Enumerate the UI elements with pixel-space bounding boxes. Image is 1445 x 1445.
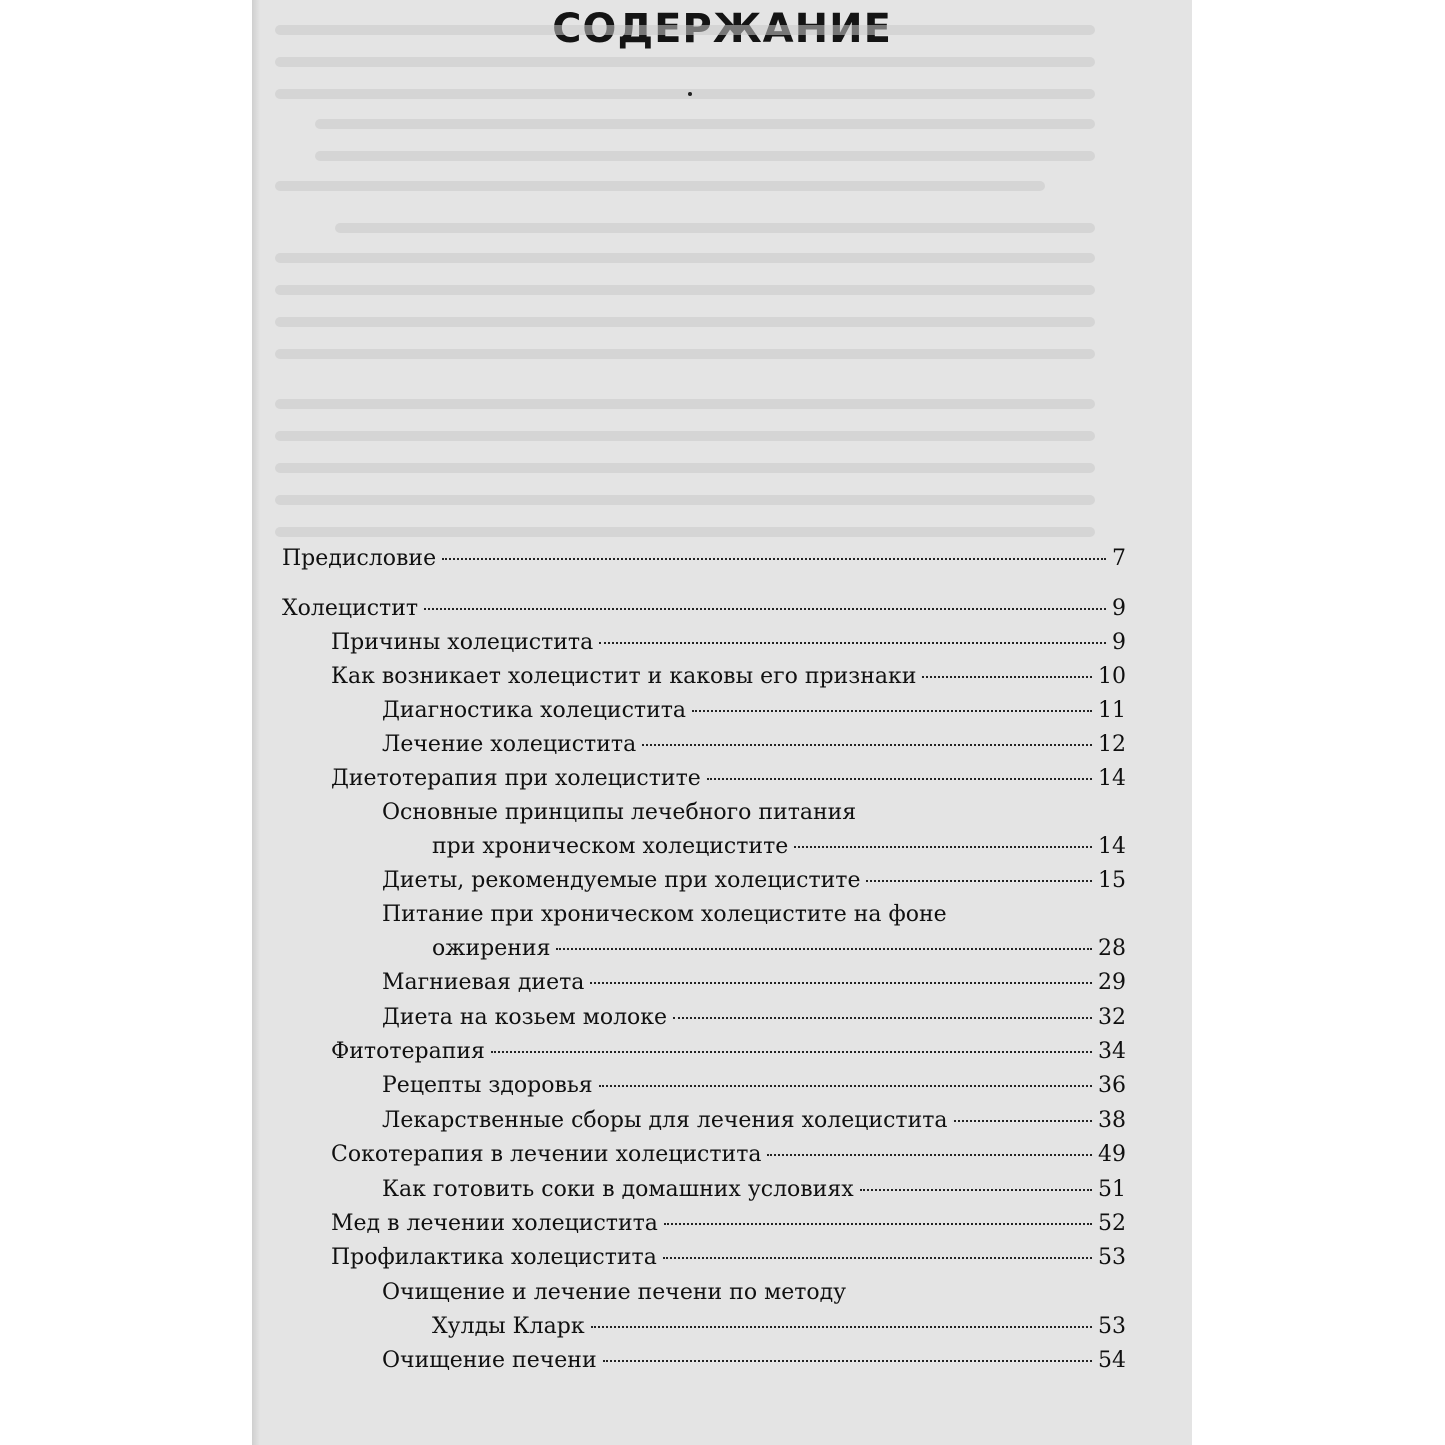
toc-entry[interactable] bbox=[382, 970, 1126, 1000]
toc-entry[interactable] bbox=[382, 1348, 1126, 1378]
toc-entry-page: 14 bbox=[1098, 834, 1126, 859]
dot-leader bbox=[673, 1017, 1092, 1019]
toc-entry-page: 36 bbox=[1098, 1073, 1126, 1098]
dot-leader bbox=[866, 880, 1092, 882]
toc-entry[interactable] bbox=[382, 1073, 1126, 1103]
toc-entry[interactable] bbox=[382, 1177, 1126, 1207]
dot-leader bbox=[599, 1085, 1092, 1087]
toc-entry[interactable] bbox=[382, 868, 1126, 898]
dot-leader bbox=[767, 1154, 1092, 1156]
toc-entry[interactable] bbox=[382, 698, 1126, 728]
toc-entry-page: 53 bbox=[1098, 1245, 1126, 1270]
toc-entry-label: Как готовить соки в домашних условиях bbox=[382, 1177, 854, 1202]
toc-entry[interactable] bbox=[331, 1211, 1126, 1241]
toc-entry-page: 34 bbox=[1098, 1039, 1126, 1064]
toc-entry[interactable] bbox=[382, 1005, 1126, 1035]
dot-leader bbox=[642, 744, 1092, 746]
toc-entry[interactable] bbox=[331, 1142, 1126, 1172]
toc-entry[interactable] bbox=[331, 766, 1126, 796]
toc-entry-label: Лекарственные сборы для лечения холецистита bbox=[382, 1108, 948, 1133]
toc-entry-label: при хроническом холецистите bbox=[432, 834, 789, 859]
toc-entry-page: 12 bbox=[1098, 732, 1126, 757]
toc-entry-label: ожирения bbox=[432, 936, 551, 961]
toc-entry-label-line1: Основные принципы лечебного питания bbox=[382, 800, 857, 825]
toc-entry[interactable] bbox=[282, 546, 1126, 576]
toc-entry-label: Диетотерапия при холецистите bbox=[331, 766, 701, 791]
toc-entry-page: 7 bbox=[1112, 546, 1126, 571]
toc-entry-page: 11 bbox=[1098, 698, 1126, 723]
toc-entry-label: Фитотерапия bbox=[331, 1039, 485, 1064]
dot-leader bbox=[794, 846, 1092, 848]
toc-entry-label: Профилактика холецистита bbox=[331, 1245, 657, 1270]
dot-leader bbox=[603, 1360, 1092, 1362]
dot-leader bbox=[954, 1120, 1092, 1122]
toc-entry-page: 29 bbox=[1098, 970, 1126, 995]
toc-entry-label: Рецепты здоровья bbox=[382, 1073, 593, 1098]
dot-leader bbox=[591, 1326, 1092, 1328]
toc-entry-label: Хулды Кларк bbox=[432, 1314, 585, 1339]
toc-entry-label: Магниевая диета bbox=[382, 970, 585, 995]
toc-entry-page: 10 bbox=[1098, 664, 1126, 689]
page-title: СОДЕРЖАНИЕ bbox=[552, 6, 892, 52]
toc-entry-label-line1: Питание при хроническом холецистите на фоне bbox=[382, 902, 947, 927]
toc-entry-label: Диеты, рекомендуемые при холецистите bbox=[382, 868, 861, 893]
toc-entry[interactable] bbox=[331, 1245, 1126, 1275]
dot-leader bbox=[692, 710, 1092, 712]
toc-entry[interactable] bbox=[432, 834, 1126, 864]
toc-entry[interactable] bbox=[382, 1108, 1126, 1138]
toc-entry-page: 54 bbox=[1098, 1348, 1126, 1373]
dot-leader bbox=[590, 982, 1092, 984]
toc-entry-page: 52 bbox=[1098, 1211, 1126, 1236]
print-speck bbox=[688, 92, 692, 96]
dot-leader bbox=[663, 1257, 1092, 1259]
dot-leader bbox=[599, 642, 1106, 644]
toc-entry[interactable] bbox=[331, 630, 1126, 660]
toc-entry[interactable] bbox=[331, 664, 1126, 694]
toc-entry[interactable] bbox=[331, 1039, 1126, 1069]
toc-entry-page: 9 bbox=[1112, 596, 1126, 621]
toc-entry-page: 38 bbox=[1098, 1108, 1126, 1133]
toc-entry-label: Холецистит bbox=[282, 596, 419, 621]
dot-leader bbox=[664, 1223, 1092, 1225]
toc-entry-label: Диагностика холецистита bbox=[382, 698, 687, 723]
toc-entry-page: 49 bbox=[1098, 1142, 1126, 1167]
toc-entry-page: 14 bbox=[1098, 766, 1126, 791]
toc-entry-label: Мед в лечении холецистита bbox=[331, 1211, 658, 1236]
toc-entry-page: 51 bbox=[1098, 1177, 1126, 1202]
toc-entry-page: 15 bbox=[1098, 868, 1126, 893]
toc-entry-label: Лечение холецистита bbox=[382, 732, 637, 757]
toc-entry[interactable] bbox=[432, 1314, 1126, 1344]
dot-leader bbox=[442, 558, 1106, 560]
toc-entry-page: 53 bbox=[1098, 1314, 1126, 1339]
toc-entry-page: 32 bbox=[1098, 1005, 1126, 1030]
toc-entry[interactable] bbox=[432, 936, 1126, 966]
toc-entry-label: Диета на козьем молоке bbox=[382, 1005, 668, 1030]
dot-leader bbox=[556, 948, 1092, 950]
toc-entry-label: Как возникает холецистит и каковы его признаки bbox=[331, 664, 917, 689]
toc-entry-page: 28 bbox=[1098, 936, 1126, 961]
toc-entry-label: Причины холецистита bbox=[331, 630, 594, 655]
toc-entry-label-line1: Очищение и лечение печени по методу bbox=[382, 1280, 847, 1305]
dot-leader bbox=[922, 676, 1092, 678]
dot-leader bbox=[707, 778, 1092, 780]
toc-entry[interactable] bbox=[382, 732, 1126, 762]
toc-entry-label: Очищение печени bbox=[382, 1348, 597, 1373]
dot-leader bbox=[424, 608, 1106, 610]
dot-leader bbox=[860, 1189, 1092, 1191]
toc-entry-label: Предисловие bbox=[282, 546, 437, 571]
toc-entry-label: Сокотерапия в лечении холецистита bbox=[331, 1142, 762, 1167]
toc-entry[interactable] bbox=[282, 596, 1126, 626]
toc-entry-page: 9 bbox=[1112, 630, 1126, 655]
dot-leader bbox=[491, 1051, 1092, 1053]
